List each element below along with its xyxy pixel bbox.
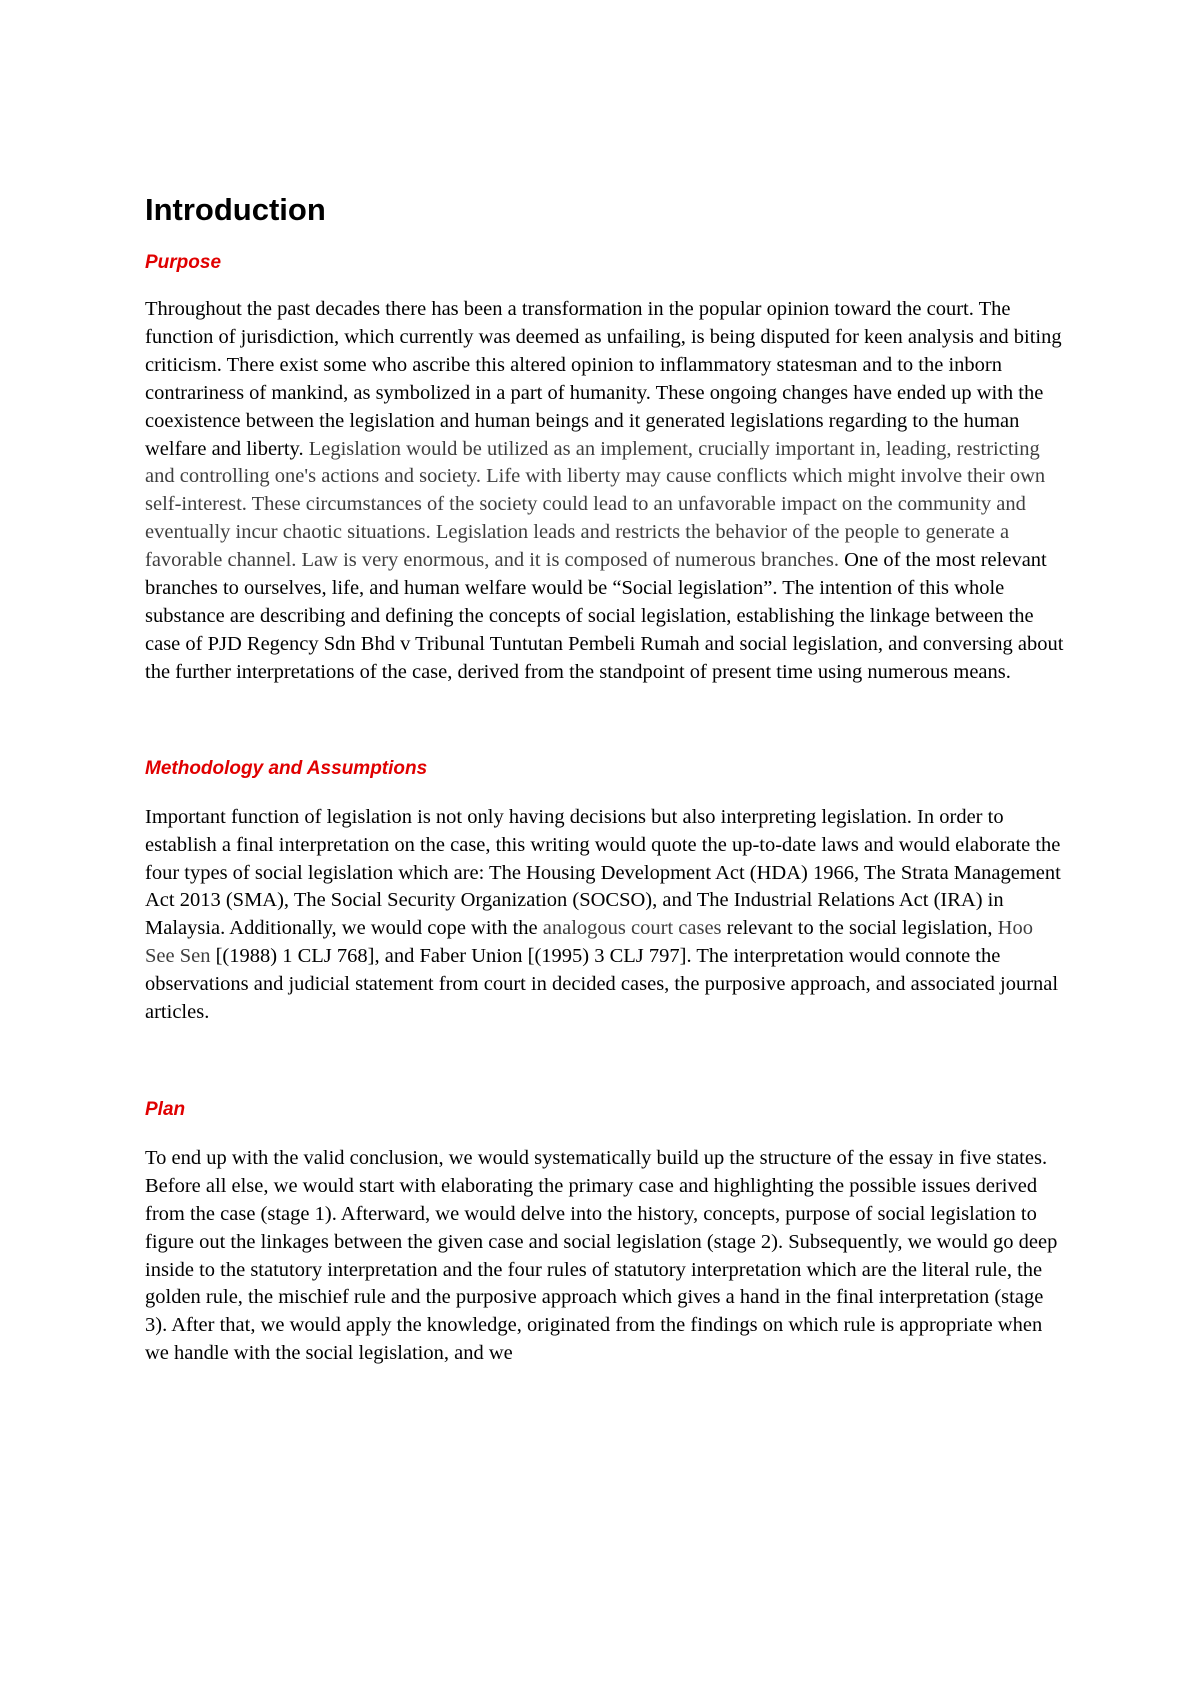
text-run: Important function of legislation is not only having decisions but also interpreting legislation. In order to establish a final interpretation on the case, this writing would quote the up-to-date laws and would elaborate the four types of social legislation which are: The Housing Development Act (HDA) 1966, The Strata Management Act 2013 (SMA), The Social Security Organization (SOCSO), and The Industrial Relations Act (IRA) in Malaysia. Additionally, we would cope with the [145,805,1061,940]
section-heading-methodology: Methodology and Assumptions [145,757,428,779]
text-run: analogous court cases [542,917,722,940]
page-title: Introduction [145,192,326,227]
text-run: To end up with the valid conclusion, we would systematically build up the structure of the essay in five states. Before all else, we would start with elaborating the primary case and highlighting the possible issues derived from the case (stage 1). Afterward, we would delve into the history, concepts, purpose of social legislation to figure out the linkages between the given case and social legislation (stage 2). Subsequently, we would go deep inside to the statutory interpretation and the four rules of statutory interpretation which are the literal rule, the golden rule, the mischief rule and the purposive approach which gives a hand in the final interpretation (stage 3). After that, we would apply the knowledge, originated from the findings on which rule is appropriate when we handle with the social legislation, and we [145,1146,1058,1365]
paragraph-purpose [145,296,1065,687]
text-run: Hoo See Sen [145,917,1033,968]
text-run: relevant to the social legislation, [721,917,998,940]
text-run: [(1988) 1 CLJ 768], and Faber Union [(1995) 3 CLJ 797]. The interpretation would connote the observations and judicial statement from court in decided cases, the purposive approach, and associated journal articles. [145,945,1059,1024]
text-run: Throughout the past decades there has been a transformation in the popular opinion toward the court. The function of jurisdiction, which currently was deemed as unfailing, is being disputed for keen analysis and biting criticism. There exist some who ascribe this altered opinion to inflammatory statesman and to the inborn contrariness of mankind, as symbolized in a part of humanity. These ongoing changes have ended up with the coexistence between the legislation and human beings and it generated legislations regarding to the human welfare and liberty. [145,298,1062,460]
paragraph-plan [145,1145,1065,1368]
text-run: One of the most relevant branches to ourselves, life, and human welfare would be “Social legislation”. The intention of this whole substance are describing and defining the concepts of social legislation, establishing the linkage between the case of PJD Regency Sdn Bhd v Tribunal Tuntutan Pembeli Rumah and social legislation, and conversing about the further interpretations of the case, derived from the standpoint of present time using numerous means. [145,549,1064,683]
document-body [145,190,1065,1368]
text-run: Legislation would be utilized as an implement, crucially important in, leading, restricting and controlling one's actions and society. Life with liberty may cause conflicts which might involve their own self-interest. These circumstances of the society could lead to an unfavorable impact on the community and eventually incur chaotic situations. Legislation leads and restricts the behavior of the people to generate a favorable channel. Law is very enormous, and it is composed of numerous branches. [145,437,1046,572]
section-heading-purpose: Purpose [145,252,222,273]
paragraph-methodology [145,804,1065,1027]
section-heading-plan: Plan [145,1098,186,1120]
